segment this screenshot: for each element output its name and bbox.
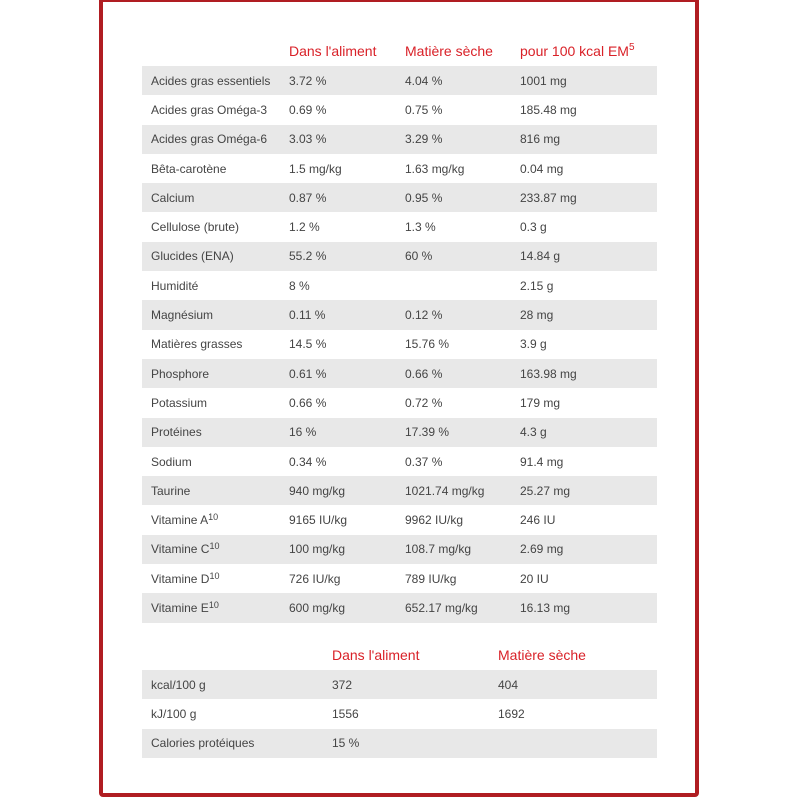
- per-100kcal-cell-text: 0.04 mg: [520, 161, 564, 176]
- dry-matter-cell-text: 0.75 %: [405, 102, 443, 117]
- per-100kcal-cell-text: 4.3 g: [520, 425, 547, 440]
- in-food-cell-text: 600 mg/kg: [289, 600, 346, 615]
- nutrient-name-cell-text: Vitamine C: [151, 542, 210, 557]
- in-food-cell-text: 3.72 %: [289, 73, 327, 88]
- energy-name-cell-text: kJ/100 g: [151, 706, 197, 721]
- per-100kcal-cell: [511, 212, 657, 241]
- dry-matter-cell: [396, 418, 511, 447]
- footnote-ref: 10: [208, 512, 219, 523]
- header-in-food: Dans l'aliment: [289, 43, 377, 59]
- per-100kcal-cell: [511, 564, 657, 593]
- in-food-cell-text: 14.5 %: [289, 337, 327, 352]
- in-food-cell: [323, 670, 489, 699]
- nutrient-name-cell: [142, 330, 280, 359]
- in-food-cell: [280, 330, 396, 359]
- energy-row: [142, 729, 657, 758]
- dry-matter-cell-text: 60 %: [405, 249, 433, 264]
- in-food-cell-text: 100 mg/kg: [289, 542, 346, 557]
- nutrient-row: [142, 359, 657, 388]
- footnote-ref: 10: [208, 599, 219, 610]
- in-food-cell: [323, 729, 489, 758]
- per-100kcal-cell: [511, 447, 657, 476]
- nutrient-row: [142, 66, 657, 95]
- in-food-cell: [280, 476, 396, 505]
- energy-row: [142, 699, 657, 728]
- in-food-cell-text: 0.11 %: [289, 308, 326, 323]
- dry-matter-cell-text: 108.7 mg/kg: [405, 542, 472, 557]
- dry-matter-cell-text: 789 IU/kg: [405, 571, 457, 586]
- per-100kcal-cell: [511, 418, 657, 447]
- dry-matter-cell-text: 1021.74 mg/kg: [405, 483, 485, 498]
- header-dry-matter: Matière sèche: [498, 647, 586, 663]
- nutrient-name-cell-text: Sodium: [151, 454, 192, 469]
- dry-matter-cell-text: 0.66 %: [405, 366, 443, 381]
- header-empty: [142, 640, 323, 670]
- per-100kcal-cell-text: 25.27 mg: [520, 483, 571, 498]
- per-100kcal-cell-text: 16.13 mg: [520, 600, 571, 615]
- nutrient-name-cell: [142, 418, 280, 447]
- nutrient-row: [142, 418, 657, 447]
- nutrient-name-cell: [142, 447, 280, 476]
- dry-matter-cell-text: 17.39 %: [405, 425, 450, 440]
- per-100kcal-cell-text: 0.3 g: [520, 220, 547, 235]
- per-100kcal-cell-text: 1001 mg: [520, 73, 567, 88]
- energy-name-cell-text: Calories protéiques: [151, 736, 255, 751]
- per-100kcal-cell: [511, 66, 657, 95]
- per-100kcal-cell-text: 91.4 mg: [520, 454, 564, 469]
- in-food-cell: [280, 564, 396, 593]
- per-100kcal-cell-text: 28 mg: [520, 308, 554, 323]
- dry-matter-cell-text: 1.3 %: [405, 220, 436, 235]
- nutrient-name-cell: [142, 95, 280, 124]
- dry-matter-cell-text: 3.29 %: [405, 132, 443, 147]
- dry-matter-cell: [489, 729, 657, 758]
- dry-matter-cell: [396, 271, 511, 300]
- dry-matter-cell: [396, 95, 511, 124]
- dry-matter-cell-text: 1.63 mg/kg: [405, 161, 465, 176]
- in-food-cell-text: 726 IU/kg: [289, 571, 341, 586]
- dry-matter-cell-text: 1692: [498, 706, 525, 721]
- per-100kcal-cell: [511, 125, 657, 154]
- nutrient-row: [142, 242, 657, 271]
- dry-matter-cell: [396, 330, 511, 359]
- per-100kcal-cell: [511, 359, 657, 388]
- per-100kcal-cell-text: 3.9 g: [520, 337, 547, 352]
- nutrient-name-cell-text: Vitamine A: [151, 513, 209, 528]
- in-food-cell-text: 0.66 %: [289, 395, 327, 410]
- energy-name-cell: [142, 699, 323, 728]
- header-empty: [142, 36, 280, 66]
- in-food-cell: [280, 271, 396, 300]
- dry-matter-cell: [396, 66, 511, 95]
- nutrient-row: [142, 183, 657, 212]
- dry-matter-cell-text: 0.12 %: [405, 308, 443, 323]
- energy-name-cell-text: kcal/100 g: [151, 677, 206, 692]
- energy-row: [142, 670, 657, 699]
- dry-matter-cell-text: 0.37 %: [405, 454, 443, 469]
- energy-name-cell: [142, 729, 323, 758]
- nutrient-row: [142, 300, 657, 329]
- per-100kcal-cell-text: 816 mg: [520, 132, 561, 147]
- header-dry-matter: Matière sèche: [405, 43, 493, 59]
- in-food-cell: [280, 300, 396, 329]
- nutrient-table-header: [142, 36, 657, 66]
- in-food-cell: [323, 699, 489, 728]
- nutrient-name-cell-text: Acides gras Oméga-6: [151, 132, 268, 147]
- nutrient-name-cell: [142, 535, 280, 564]
- dry-matter-cell-text: 404: [498, 677, 519, 692]
- dry-matter-cell: [396, 183, 511, 212]
- in-food-cell-text: 0.61 %: [289, 366, 327, 381]
- in-food-cell: [280, 183, 396, 212]
- in-food-cell-text: 940 mg/kg: [289, 483, 346, 498]
- nutrient-name-cell-text: Acides gras Oméga-3: [151, 102, 268, 117]
- per-100kcal-cell-text: 2.69 mg: [520, 542, 564, 557]
- dry-matter-cell: [489, 670, 657, 699]
- per-100kcal-cell-text: 179 mg: [520, 395, 561, 410]
- per-100kcal-cell: [511, 330, 657, 359]
- per-100kcal-cell: [511, 593, 657, 622]
- dry-matter-cell: [396, 564, 511, 593]
- in-food-cell: [280, 418, 396, 447]
- nutrient-name-cell: [142, 242, 280, 271]
- nutrient-name-cell: [142, 476, 280, 505]
- in-food-cell: [280, 388, 396, 417]
- nutrient-name-cell-text: Acides gras essentiels: [151, 73, 271, 88]
- nutrient-name-cell: [142, 300, 280, 329]
- per-100kcal-cell: [511, 271, 657, 300]
- nutrient-row: [142, 476, 657, 505]
- per-100kcal-cell-text: 2.15 g: [520, 278, 554, 293]
- in-food-cell-text: 1.2 %: [289, 220, 320, 235]
- energy-table-header: [142, 640, 657, 670]
- in-food-cell: [280, 154, 396, 183]
- nutrient-row: [142, 535, 657, 564]
- dry-matter-cell: [396, 593, 511, 622]
- per-100kcal-cell-text: 163.98 mg: [520, 366, 577, 381]
- in-food-cell-text: 16 %: [289, 425, 317, 440]
- nutrient-name-cell-text: Matières grasses: [151, 337, 243, 352]
- nutrient-name-cell-text: Bêta-carotène: [151, 161, 227, 176]
- nutrient-name-cell-text: Humidité: [151, 278, 199, 293]
- nutrient-row: [142, 330, 657, 359]
- nutrient-row: [142, 212, 657, 241]
- header-per-100kcal: pour 100 kcal $EM^5$: [520, 42, 635, 59]
- dry-matter-cell-text: 0.95 %: [405, 190, 443, 205]
- in-food-cell: [280, 212, 396, 241]
- header-in-food: Dans l'aliment: [332, 647, 420, 663]
- energy-table: [142, 640, 657, 758]
- nutrient-name-cell-text: Vitamine D: [151, 571, 210, 586]
- nutrient-name-cell: [142, 388, 280, 417]
- nutrient-row: [142, 271, 657, 300]
- nutrient-name-cell-text: Potassium: [151, 395, 208, 410]
- nutrient-name-cell-text: Magnésium: [151, 308, 214, 323]
- per-100kcal-cell: [511, 183, 657, 212]
- in-food-cell: [280, 359, 396, 388]
- footnote-ref: 10: [209, 541, 220, 552]
- per-100kcal-cell: [511, 476, 657, 505]
- dry-matter-cell: [396, 300, 511, 329]
- per-100kcal-cell: [511, 300, 657, 329]
- nutrient-table: [142, 36, 657, 623]
- in-food-cell-text: 0.87 %: [289, 190, 327, 205]
- in-food-cell-text: 55.2 %: [289, 249, 327, 264]
- per-100kcal-cell: [511, 535, 657, 564]
- footnote-ref: 10: [209, 570, 220, 581]
- in-food-cell: [280, 447, 396, 476]
- nutrient-name-cell-text: Calcium: [151, 190, 195, 205]
- nutrient-name-cell-text: Protéines: [151, 425, 202, 440]
- per-100kcal-cell-text: 20 IU: [520, 571, 549, 586]
- nutrient-row: [142, 447, 657, 476]
- footnote-ref: 5: [628, 42, 635, 53]
- per-100kcal-cell: [511, 388, 657, 417]
- per-100kcal-cell-text: 246 IU: [520, 513, 556, 528]
- dry-matter-cell-text: 15.76 %: [405, 337, 450, 352]
- nutrient-row: [142, 593, 657, 622]
- nutrient-row: [142, 125, 657, 154]
- in-food-cell-text: 9165 IU/kg: [289, 513, 348, 528]
- dry-matter-cell: [396, 476, 511, 505]
- in-food-cell-text: 1.5 mg/kg: [289, 161, 342, 176]
- nutrient-name-cell-text: Glucides (ENA): [151, 249, 234, 264]
- dry-matter-cell: [396, 388, 511, 417]
- nutrient-name-cell: [142, 212, 280, 241]
- in-food-cell: [280, 593, 396, 622]
- nutrient-name-cell: [142, 564, 280, 593]
- per-100kcal-cell: [511, 95, 657, 124]
- nutrient-name-cell: [142, 505, 280, 534]
- in-food-cell: [280, 66, 396, 95]
- dry-matter-cell-text: 652.17 mg/kg: [405, 600, 478, 615]
- in-food-cell-text: 0.69 %: [289, 102, 327, 117]
- dry-matter-cell: [489, 699, 657, 728]
- in-food-cell: [280, 505, 396, 534]
- nutrient-name-cell: [142, 359, 280, 388]
- dry-matter-cell: [396, 505, 511, 534]
- dry-matter-cell: [396, 535, 511, 564]
- dry-matter-cell: [396, 125, 511, 154]
- dry-matter-cell: [396, 447, 511, 476]
- in-food-cell: [280, 95, 396, 124]
- nutrient-name-cell: [142, 66, 280, 95]
- per-100kcal-cell: [511, 505, 657, 534]
- dry-matter-cell: [396, 359, 511, 388]
- dry-matter-cell: [396, 154, 511, 183]
- nutrient-name-cell: [142, 154, 280, 183]
- nutrient-row: [142, 95, 657, 124]
- dry-matter-cell: [396, 242, 511, 271]
- per-100kcal-cell-text: 233.87 mg: [520, 190, 577, 205]
- dry-matter-cell: [396, 212, 511, 241]
- nutrient-name-cell-text: Taurine: [151, 483, 191, 498]
- nutrient-name-cell: [142, 271, 280, 300]
- per-100kcal-cell-text: 14.84 g: [520, 249, 561, 264]
- dry-matter-cell-text: 9962 IU/kg: [405, 513, 464, 528]
- nutrient-row: [142, 564, 657, 593]
- in-food-cell-text: 0.34 %: [289, 454, 327, 469]
- per-100kcal-cell-text: 185.48 mg: [520, 102, 577, 117]
- per-100kcal-cell: [511, 242, 657, 271]
- nutrient-name-cell: [142, 125, 280, 154]
- nutrient-row: [142, 505, 657, 534]
- dry-matter-cell-text: 0.72 %: [405, 395, 443, 410]
- in-food-cell-text: 372: [332, 677, 353, 692]
- in-food-cell: [280, 242, 396, 271]
- per-100kcal-cell: [511, 154, 657, 183]
- in-food-cell: [280, 125, 396, 154]
- in-food-cell-text: 1556: [332, 706, 359, 721]
- nutrient-row: [142, 154, 657, 183]
- nutrient-name-cell: [142, 183, 280, 212]
- nutrient-name-cell-text: Phosphore: [151, 366, 210, 381]
- nutrient-name-cell: [142, 593, 280, 622]
- energy-name-cell: [142, 670, 323, 699]
- in-food-cell: [280, 535, 396, 564]
- nutrient-name-cell-text: Vitamine E: [151, 600, 209, 615]
- dry-matter-cell-text: 4.04 %: [405, 73, 443, 88]
- in-food-cell-text: 3.03 %: [289, 132, 327, 147]
- nutrient-row: [142, 388, 657, 417]
- in-food-cell-text: 8 %: [289, 278, 310, 293]
- nutrient-name-cell-text: Cellulose (brute): [151, 220, 240, 235]
- in-food-cell-text: 15 %: [332, 736, 360, 751]
